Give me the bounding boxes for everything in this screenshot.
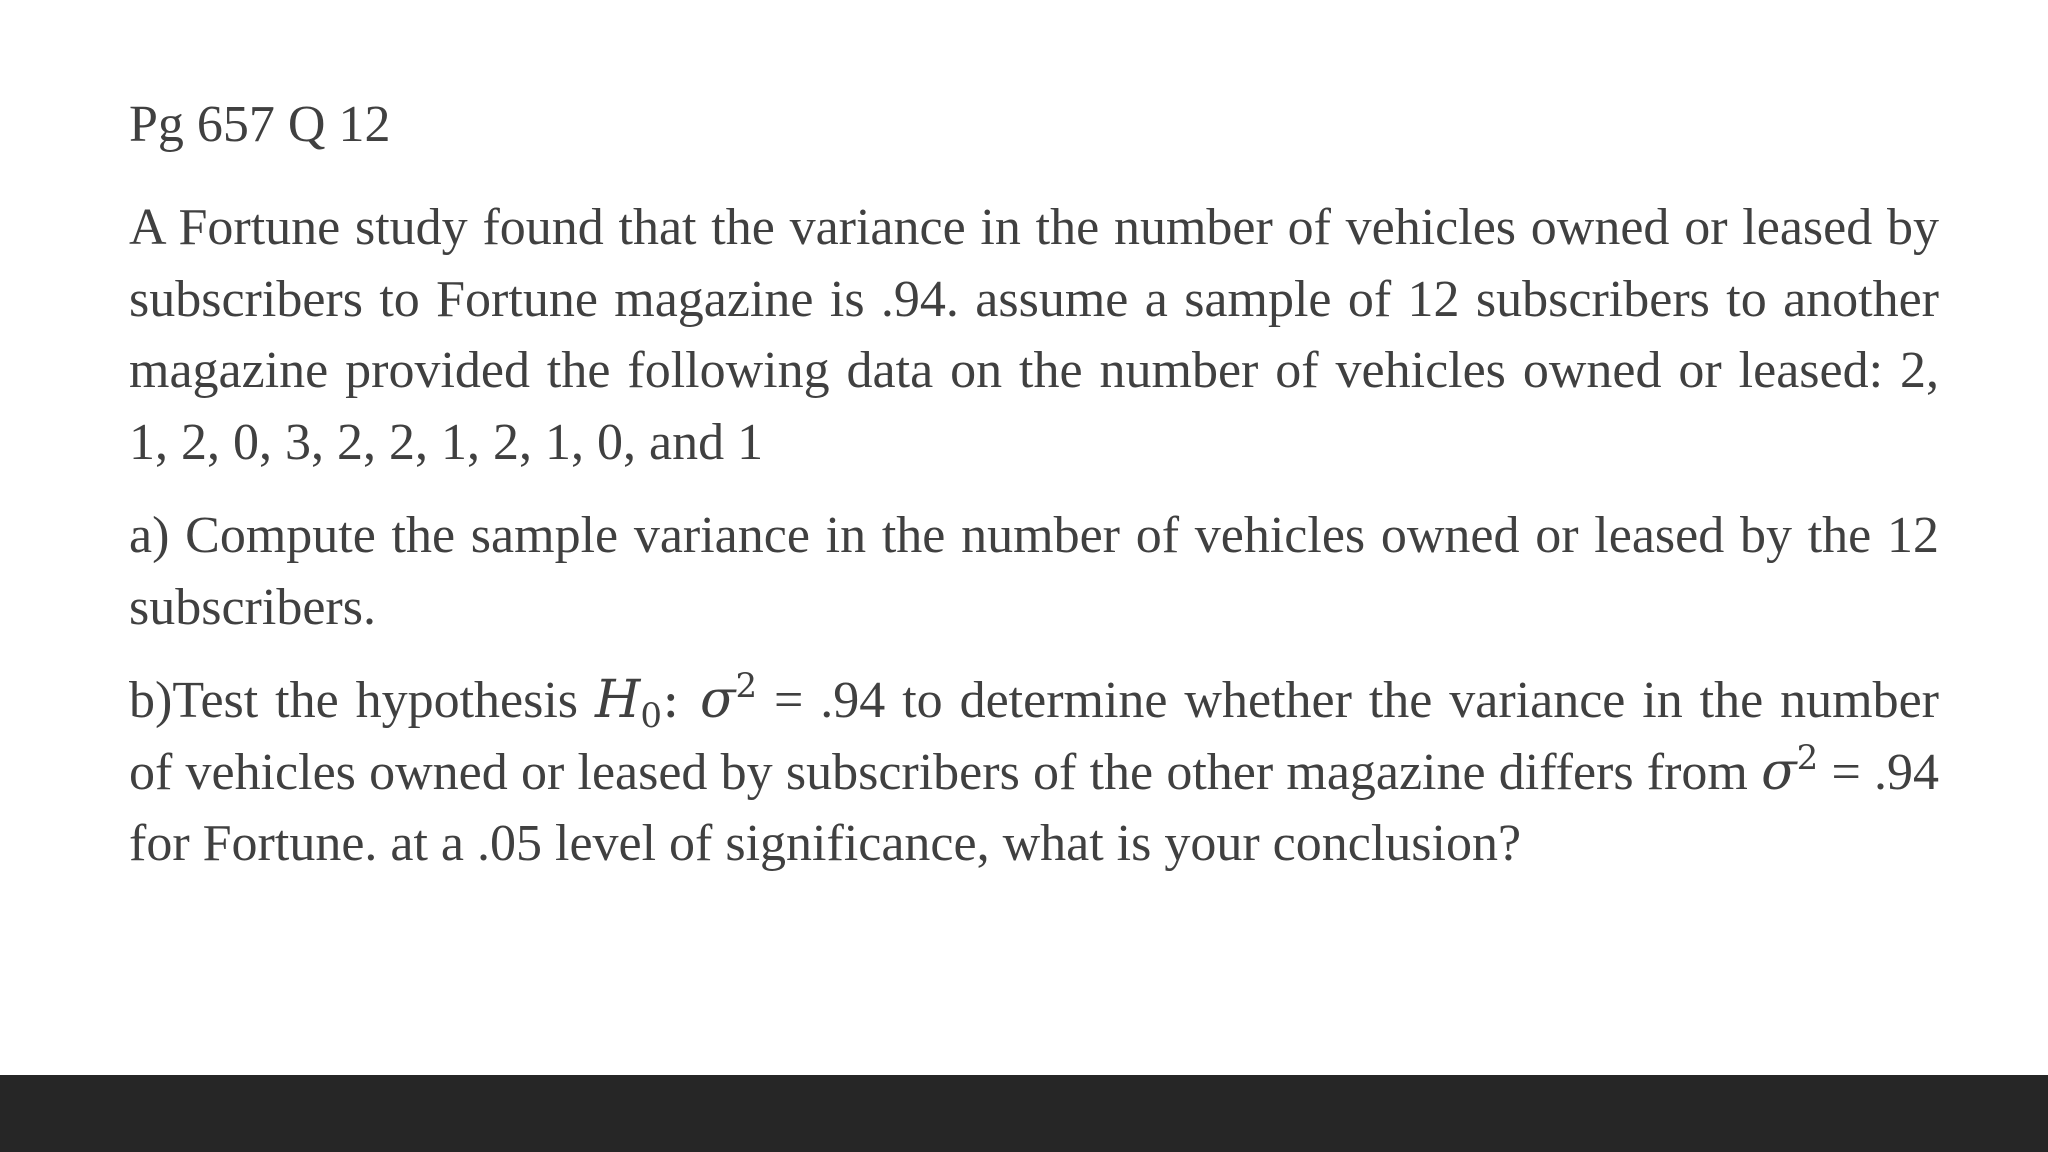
h-subscript: 0 (640, 696, 662, 736)
null-hypothesis (594, 666, 758, 736)
slide-content (129, 192, 1939, 902)
fortune-variance-value: = .94 (1818, 743, 1940, 801)
sigma-exponent: 2 (735, 666, 758, 706)
sigma-symbol: σ (699, 670, 736, 730)
part-b-suffix: for Fortune. at a .05 level of significance, what is your conclusion? (129, 815, 1522, 872)
sigma-symbol-2: σ (1761, 741, 1797, 802)
part-b (129, 665, 1939, 880)
part-b-prefix: b)Test the hypothesis (129, 672, 595, 729)
fortune-variance (1761, 737, 1819, 802)
hypothesis-value: = .94 (757, 672, 886, 729)
h-symbol: H (594, 670, 641, 730)
footer-bar (0, 1075, 2048, 1152)
part-b-middle: to determine whether the variance in the number of vehicles owned or leased by subscribers of the other magazine differs from (129, 672, 1939, 801)
slide-title: Pg 657 Q 12 (129, 96, 391, 153)
sigma-exponent-2: 2 (1796, 737, 1819, 778)
h-colon: : (661, 670, 700, 730)
problem-intro: A Fortune study found that the variance in the number of vehicles owned or leased by subscribers to Fortune magazine is .94. assume a sample of 12 subscribers to another magazine provided the following data on the number of vehicles owned or leased: 2, 1, 2, 0, 3, 2, 2, 1, 2, 1, 0, and 1 (129, 199, 1939, 471)
part-a: a) Compute the sample variance in the number of vehicles owned or leased by the 12 subscribers. (129, 507, 1939, 636)
